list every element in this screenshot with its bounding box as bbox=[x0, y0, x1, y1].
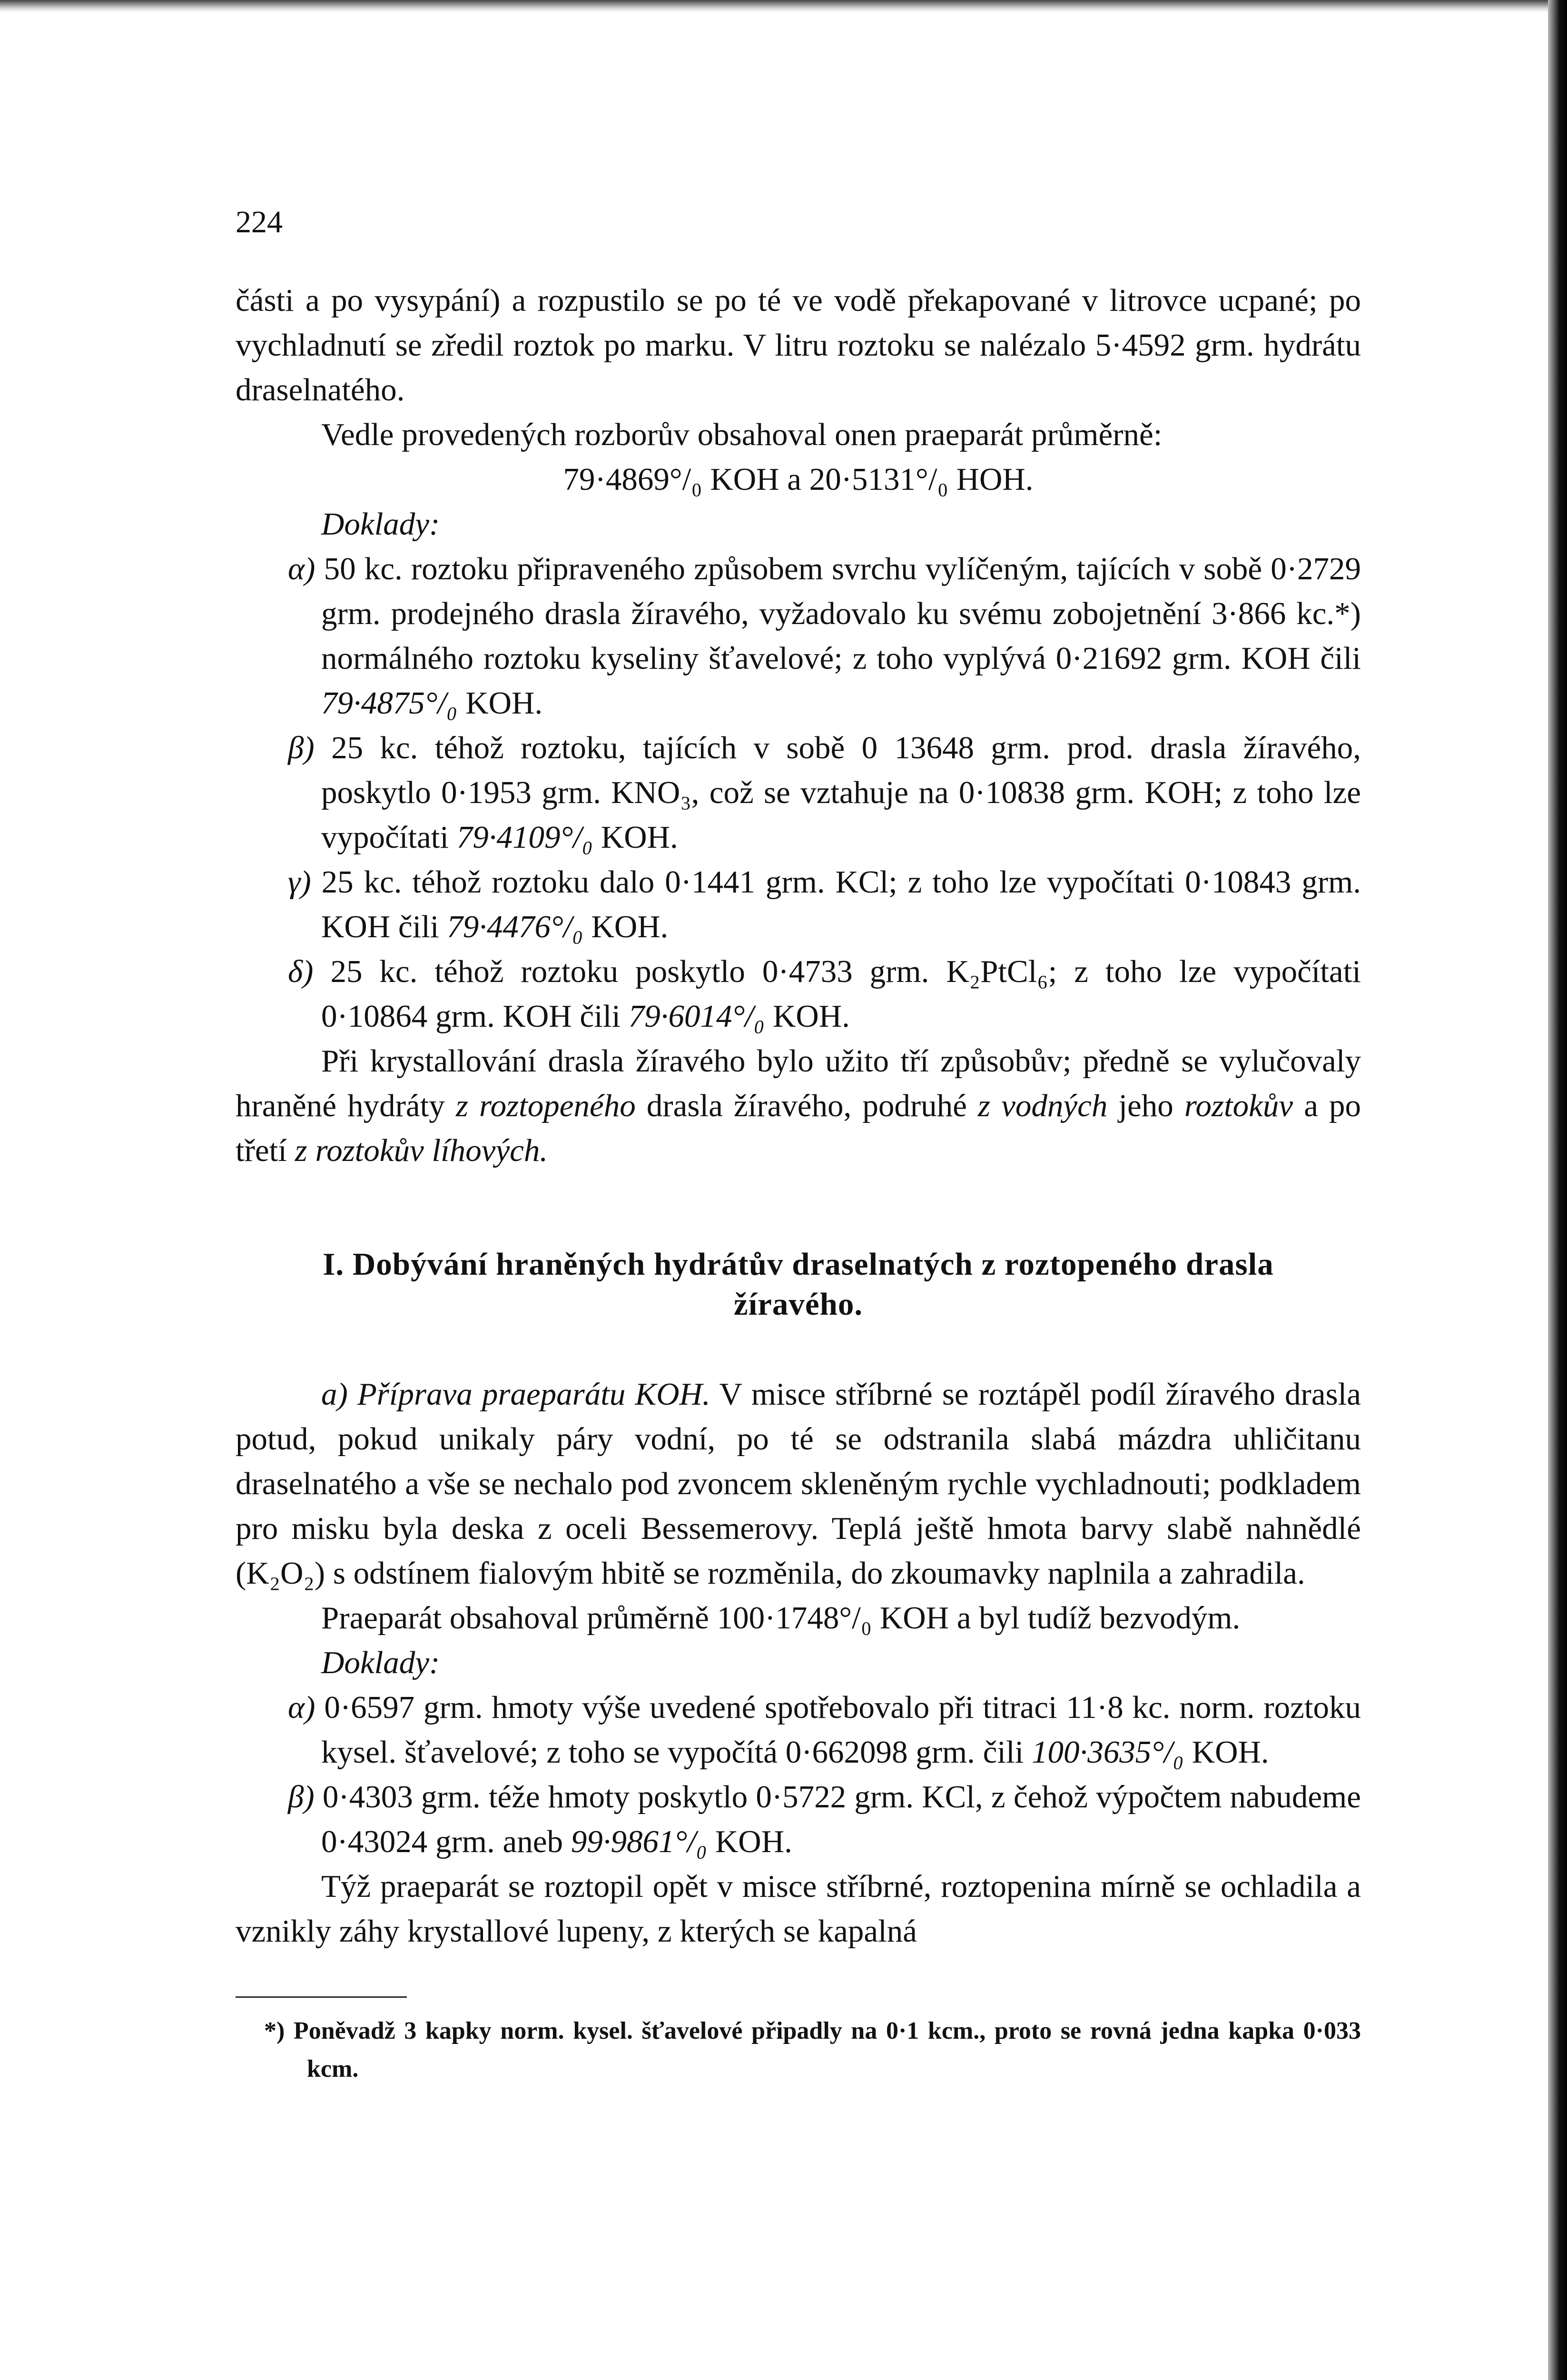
text-run: jeho bbox=[1118, 1088, 1173, 1123]
paragraph-1: části a po vysypání) a rozpustilo se po té ve vodě překapované v litrovce ucpané; po vychladnutí se zředil roztok po marku. V litru roztoku se nalézalo 5·4592 grm. hydrátu draselnatého. bbox=[236, 283, 1361, 407]
text-run: a po třetí bbox=[236, 1088, 1361, 1168]
item-tail: KOH. bbox=[715, 1824, 792, 1859]
item-marker: δ) bbox=[288, 954, 314, 989]
paragraph-krystallovani bbox=[236, 1039, 1361, 1173]
text-run: drasla žíravého, podruhé bbox=[646, 1088, 967, 1123]
item-percent: 99·9861°/₀ bbox=[571, 1824, 708, 1859]
subsection-title: a) Příprava praeparátu KOH. bbox=[321, 1377, 710, 1412]
list-item-alpha-1 bbox=[236, 546, 1361, 725]
footnote: *) Poněvadž 3 kapky norm. kysel. šťavelové připadly na 0·1 kcm., proto se rovná jedna kapka 0·033 kcm. bbox=[264, 2017, 1361, 2082]
item-tail: KOH. bbox=[591, 909, 669, 944]
item-marker: β) bbox=[288, 730, 315, 765]
text-run: Při krystallování drasla žíravého bylo užito tří způsobův; předně se vylučovaly hraněné hydráty bbox=[236, 1043, 1361, 1123]
item-percent: 79·4476°/₀ bbox=[447, 909, 583, 944]
list-item-alpha-2 bbox=[236, 1685, 1361, 1775]
paragraph-2: Vedle provedených rozborův obsahoval onen praeparát průměrně: bbox=[321, 417, 1163, 452]
doklady-heading-1: Doklady: bbox=[321, 506, 440, 542]
scan-top-edge bbox=[0, 0, 1567, 12]
section-heading bbox=[236, 1244, 1361, 1324]
document-page bbox=[236, 200, 1361, 2088]
item-percent: 79·4109°/₀ bbox=[456, 820, 593, 855]
paragraph-praeparat: Praeparát obsahoval průměrně 100·1748°/₀ KOH a byl tudíž bezvodým. bbox=[321, 1600, 1241, 1636]
item-percent: 79·6014°/₀ bbox=[628, 999, 765, 1034]
item-percent: 79·4875°/₀ bbox=[321, 685, 458, 721]
doklady-heading-2: Doklady: bbox=[321, 1645, 440, 1680]
section-heading-line-2: žíravého. bbox=[733, 1287, 863, 1322]
item-marker: β) bbox=[288, 1779, 315, 1815]
item-tail: KOH. bbox=[601, 820, 678, 855]
item-marker: α) bbox=[288, 551, 315, 586]
paragraph-priprava bbox=[236, 1372, 1361, 1596]
italic-run: z vodných bbox=[977, 1088, 1108, 1123]
item-tail: KOH. bbox=[465, 685, 543, 721]
text-run: V misce stříbrné se roztápěl podíl žíravého drasla potud, pokud unikaly páry vodní, po té se odstranila slabá mázdra uhličitanu draselnatého a vše se nechalo pod zvoncem skleněným rychle vychladnouti; podkladem pro misku byla deska z oceli Bessemerovy. Teplá ještě hmota barvy slabě nahnědlé (K₂O₂) s odstínem fialovým hbitě se rozměnila, do zkoumavky naplnila a zahradila. bbox=[236, 1377, 1361, 1591]
item-text: 0·6597 grm. hmoty výše uvedené spotřebovalo při titraci 11·8 kc. norm. roztoku kysel. šťavelové; z toho se vypočítá 0·662098 grm. čili bbox=[321, 1690, 1361, 1770]
italic-run: z roztopeného bbox=[455, 1088, 636, 1123]
page-number: 224 bbox=[236, 205, 283, 239]
list-item-gamma-1 bbox=[236, 860, 1361, 949]
list-item-beta-1 bbox=[236, 725, 1361, 860]
item-text: 50 kc. roztoku připraveného způsobem svrchu vylíčeným, tajících v sobě 0·2729 grm. prodejného drasla žíravého, vyžadovalo ku svému zobojetnění 3·866 kc.*) normálného roztoku kyseliny šťavelové; z toho vyplývá 0·21692 grm. KOH čili bbox=[321, 551, 1361, 676]
item-text: 25 kc. téhož roztoku dalo 0·1441 grm. KCl; z toho lze vypočítati 0·10843 grm. KOH čili bbox=[321, 864, 1361, 944]
item-tail: KOH. bbox=[1192, 1735, 1269, 1770]
item-percent: 100·3635°/₀ bbox=[1032, 1735, 1184, 1770]
list-item-beta-2 bbox=[236, 1775, 1361, 1864]
item-text: 25 kc. téhož roztoku poskytlo 0·4733 grm. K₂PtCl₆; z toho lze vypočítati 0·10864 grm. KOH čili bbox=[321, 954, 1361, 1034]
item-marker: α) bbox=[288, 1690, 315, 1725]
list-item-delta-1 bbox=[236, 949, 1361, 1039]
item-marker: γ) bbox=[288, 864, 311, 900]
paragraph-tyz-praeparat: Týž praeparát se roztopil opět v misce stříbrné, roztopenina mírně se ochladila a vznikly záhy krystallové lupeny, z kterých se kapalná bbox=[236, 1869, 1361, 1949]
section-heading-line-1: I. Dobývání hraněných hydrátův draselnatých z roztopeného drasla bbox=[323, 1247, 1274, 1282]
scan-right-edge bbox=[1548, 0, 1567, 2380]
item-tail: KOH. bbox=[772, 999, 850, 1034]
italic-run: roztokův bbox=[1184, 1088, 1293, 1123]
italic-run: z roztokův líhových. bbox=[295, 1133, 548, 1168]
item-text: 25 kc. téhož roztoku, tajících v sobě 0 13648 grm. prod. drasla žíravého, poskytlo 0·1953 grm. KNO₃, což se vztahuje na 0·10838 grm. KOH; z toho lze vypočítati bbox=[321, 730, 1361, 855]
item-text: 0·4303 grm. téže hmoty poskytlo 0·5722 grm. KCl, z čehož výpočtem nabudeme 0·43024 grm. aneb bbox=[321, 1779, 1361, 1859]
footnote-divider bbox=[236, 1996, 407, 1998]
formula-result: 79·4869°/₀ KOH a 20·5131°/₀ HOH. bbox=[563, 462, 1034, 497]
